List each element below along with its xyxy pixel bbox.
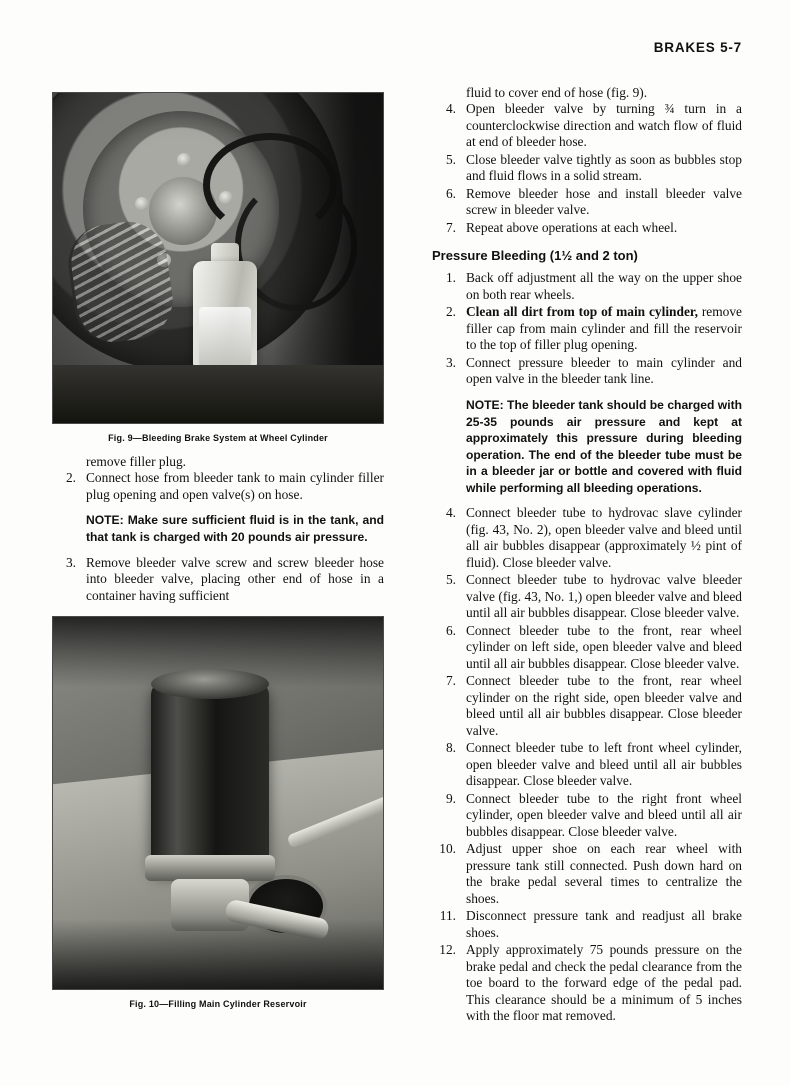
list-item [52,555,384,605]
list-item [432,673,742,739]
step-number: 6. [445,185,456,201]
step-text: remove filler cap from main cylinder and fill the reservoir to the top of filler plug opening. [466,304,742,353]
section-subheading: Pressure Bleeding (1½ and 2 ton) [432,248,638,264]
list-item [432,186,742,219]
list-item [432,908,742,941]
list-item [432,304,742,354]
list-item [432,942,742,1025]
figure-9-image [52,92,384,424]
step-text: Connect bleeder tube to the right front wheel cylinder, open bleeder valve and bleed until all air bubbles disappear. Close bleeder valve. [466,790,742,839]
step-text: Repeat above operations at each wheel. [466,219,678,235]
list-item [432,355,742,388]
step-number: 7. [445,219,456,235]
step-text: Close bleeder valve tightly as soon as bubbles stop and fluid flows in a solid stream. [466,151,742,184]
right-column [432,85,742,1026]
list-item [52,470,384,503]
list-item [432,152,742,185]
step-number: 12. [439,942,456,958]
list-item [432,740,742,790]
step-text: Connect bleeder tube to hydrovac valve bleeder valve (fig. 43, No. 1,) open bleeder valve and bleed until all air bubbles disappear. Close bleeder valve. [466,572,742,621]
step-number: 5. [445,151,456,167]
step-number: 4. [445,505,456,521]
step-number: 5. [445,572,456,588]
left-steps-list [52,470,384,503]
left-column [52,92,384,1009]
list-item [432,791,742,841]
step-text: Adjust upper shoe on each rear wheel with pressure tank still connected. Push down hard on the brake pedal several times to centralize the shoes. [466,841,742,906]
left-continued-text: remove filler plug. [86,454,187,469]
step-text: Connect bleeder tube to the front, rear wheel cylinder on the right side, open bleeder valve and bleed until all air bubbles disappear. Close bleeder valve. [466,673,742,738]
step-number: 2. [65,470,76,486]
list-item [432,270,742,303]
right-continued-text: fluid to cover end of hose (fig. 9). [466,85,648,100]
step-number: 6. [445,622,456,638]
step-number: 2. [445,304,456,320]
step-text: Apply approximately 75 pounds pressure on the brake pedal and check the pedal clearance from the toe board to the forward edge of the pedal pad. This clearance should be a minimum of 5 inches with the floor mat removed. [466,942,742,1024]
step-text: Remove bleeder valve screw and screw bleeder hose into bleeder valve, placing other end of hose in a container having sufficient [86,554,384,603]
pressure-steps-second [432,505,742,1025]
step-text: Disconnect pressure tank and readjust all brake shoes. [466,908,742,940]
figure-9 [52,92,384,443]
step-text: Back off adjustment all the way on the upper shoe on both rear wheels. [466,270,742,302]
step-number: 3. [445,354,456,370]
step-number: 10. [439,841,456,857]
figure-10-caption: Fig. 10—Filling Main Cylinder Reservoir [129,999,307,1010]
list-item [432,505,742,571]
step-text: Open bleeder valve by turning ¾ turn in a counterclockwise direction and watch flow of fluid at end of bleeder hose. [466,101,742,150]
right-note: NOTE: The bleeder tank should be charged with 25-35 pounds air pressure and kept at approximately this pressure during bleeding operation. The end of the bleeder tube must be in a bleeder jar or bottle and covered with fluid while performing all bleeding operations. [466,397,742,495]
list-item [432,623,742,673]
step-text: Connect pressure bleeder to main cylinder and open valve in the bleeder tank line. [466,354,742,387]
step-text: Connect bleeder tube to hydrovac slave cylinder (fig. 43, No. 2), open bleeder valve and bleed until all air bubbles disappear (approximately ½ pint of fluid). Close bleeder valve. [466,505,742,570]
step-text: Connect bleeder tube to left front wheel cylinder, open bleeder valve and bleed until all air bubbles disappear. Close bleeder valve. [466,740,742,789]
step-number: 4. [445,101,456,117]
step-number: 3. [65,554,76,570]
step-text-emphasis: Clean all dirt from top of main cylinder, [466,304,698,320]
figure-10-image [52,616,384,990]
step-number: 1. [445,270,456,286]
right-steps-top [432,101,742,236]
list-item [432,220,742,237]
left-steps-list-2 [52,555,384,605]
pressure-steps-first [432,270,742,388]
step-number: 9. [445,790,456,806]
step-number: 8. [445,740,456,756]
list-item [432,572,742,622]
left-note: NOTE: Make sure sufficient fluid is in the tank, and that tank is charged with 20 pounds air pressure. [86,513,384,544]
list-item [432,841,742,907]
step-text: Connect hose from bleeder tank to main cylinder filler plug opening and open valve(s) on hose. [86,470,384,502]
running-head: BRAKES 5-7 [653,40,742,55]
step-number: 7. [445,673,456,689]
figure-10 [52,616,384,1009]
figure-9-caption: Fig. 9—Bleeding Brake System at Wheel Cylinder [108,433,328,443]
list-item [432,101,742,151]
step-text: Connect bleeder tube to the front, rear wheel cylinder on left side, open bleeder valve and bleed until all air bubbles disappear. Close bleeder valve. [466,622,742,671]
step-number: 11. [439,908,456,924]
step-text: Remove bleeder hose and install bleeder valve screw in bleeder valve. [466,185,742,218]
